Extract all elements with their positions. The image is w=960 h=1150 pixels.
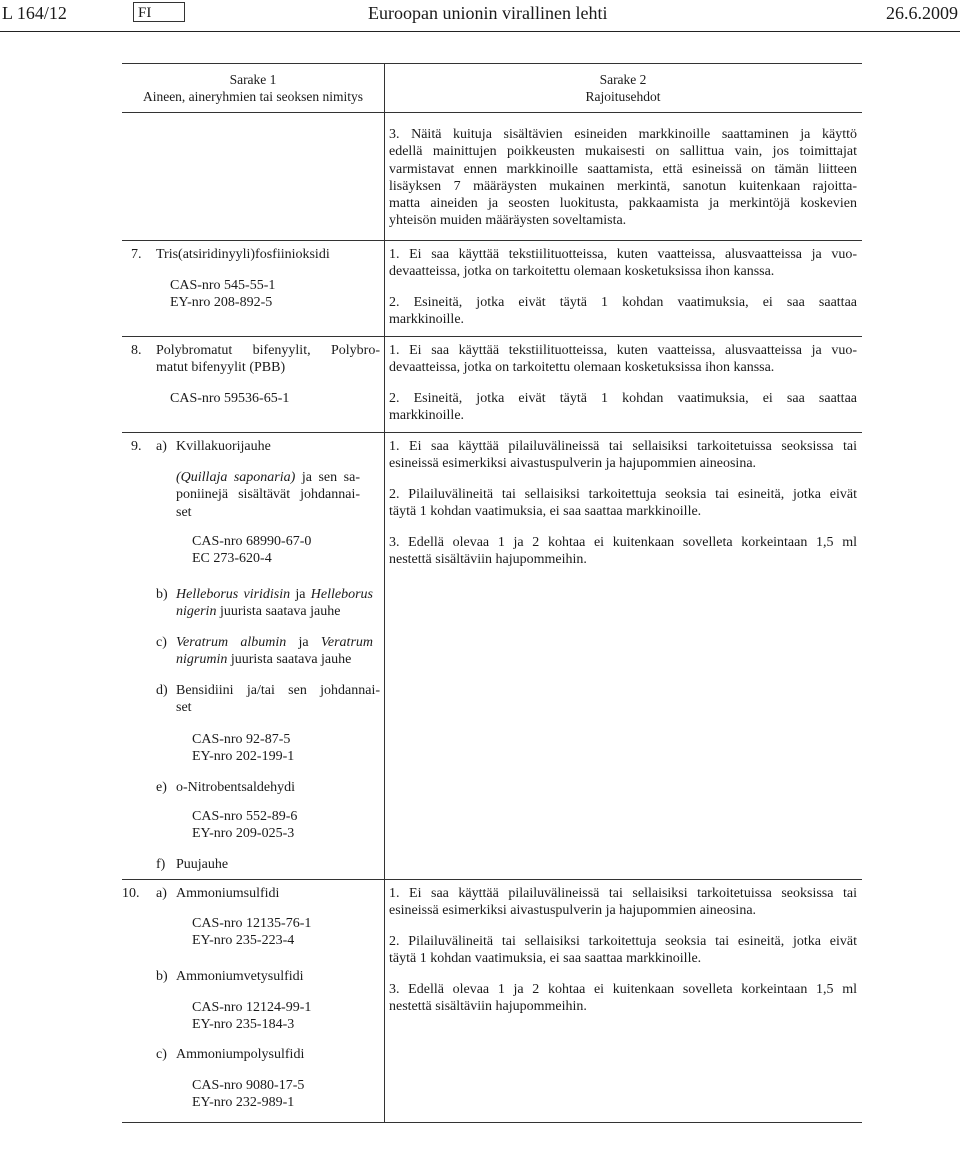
entry-8-restriction-1: [389, 342, 857, 377]
restriction-line: 2. Pilailuvälineitä tai sellaisiksi tarkoitettuja seoksia tai esineitä, jotka eivät: [389, 487, 857, 502]
entry-7-number: 7.: [131, 247, 142, 262]
column-2-title: Sarake 2: [599, 72, 647, 87]
name-line: set: [176, 700, 192, 716]
intro-line: matta aineiden ja seosten luokitusta, pakkaamista ja merkintöjä koskevien: [389, 196, 857, 212]
species-name: nigrumin: [176, 652, 228, 668]
column-1-subtitle: Aineen, aineryhmien tai seoksen nimitys: [142, 89, 364, 104]
restriction-line: nestettä sisältäviin hajupommeihin.: [389, 552, 587, 568]
page-reference: L 164/12: [2, 3, 67, 23]
restriction-line: täytä 1 kohdan vaatimuksia, ei saa saattaa markkinoille.: [389, 951, 702, 967]
restriction-line: devaatteissa, jotka on tarkoitettu olemaan kosketuksissa ihon kanssa.: [389, 360, 775, 376]
entry-9c-label: c): [156, 635, 167, 650]
entry-10b-name: Ammoniumvetysulfidi: [176, 969, 304, 984]
table-top-rule: [122, 63, 862, 64]
entry-9d-ey: EY-nro 202-199-1: [192, 749, 295, 764]
entry-9a-label: a): [156, 439, 167, 454]
entry-10a-cas: CAS-nro 12135-76-1: [192, 916, 312, 931]
header-rule: [0, 31, 960, 32]
entry-8-cas: CAS-nro 59536-65-1: [170, 391, 290, 406]
entry-10b-cas: CAS-nro 12124-99-1: [192, 1000, 312, 1015]
entry-9e-name: o-Nitrobentsaldehydi: [176, 780, 295, 795]
restriction-line: 1. Ei saa käyttää pilailuvälineissä tai sellaisiksi tarkoitetuissa seoksissa tai: [389, 439, 857, 454]
species-name: Helleborus viridisin: [176, 587, 291, 602]
name-text: juurista saatava jauhe: [216, 604, 341, 620]
entry-10-restriction-1: [389, 885, 857, 920]
column-2-subtitle: Rajoitusehdot: [585, 89, 661, 104]
entry-9e-label: e): [156, 780, 167, 795]
entry-9c-name: [176, 634, 373, 669]
name-line: [176, 651, 373, 668]
name-line: [176, 603, 373, 620]
name-text: ja: [286, 635, 321, 650]
entry-8-restriction-2: [389, 390, 857, 425]
entry-9a-name: Kvillakuorijauhe: [176, 439, 271, 454]
entry-7-cas: CAS-nro 545-55-1: [170, 278, 276, 293]
entry-9d-label: d): [156, 683, 168, 698]
column-divider: [384, 112, 385, 1122]
entry-9e-ey: EY-nro 209-025-3: [192, 826, 295, 841]
restriction-line: markkinoille.: [389, 312, 465, 328]
entry-10c-label: c): [156, 1047, 167, 1062]
entry-9-restriction-2: [389, 486, 857, 521]
column-2-heading: [384, 71, 862, 105]
entry-10b-label: b): [156, 969, 168, 984]
publication-date: 26.6.2009: [886, 3, 958, 23]
entry-7-restriction-1: [389, 246, 857, 281]
restriction-line: 1. Ei saa käyttää tekstiilituotteissa, kuten vaatteissa, alusvaatteissa ja vuo-: [389, 343, 857, 358]
restriction-line: 1. Ei saa käyttää pilailuvälineissä tai sellaisiksi tarkoitetuissa seoksissa tai: [389, 886, 857, 901]
entry-9a-cas: CAS-nro 68990-67-0: [192, 534, 312, 549]
name-text: juurista saatava jauhe: [227, 652, 352, 668]
species-name: Veratrum albumin: [176, 635, 287, 650]
page-header: [0, 0, 960, 30]
row-separator: [122, 879, 862, 880]
entry-10c-cas: CAS-nro 9080-17-5: [192, 1078, 305, 1093]
restriction-line: esineissä esimerkiksi aivastuspulverin ja hajupommien aineosina.: [389, 456, 757, 472]
desc-line: set: [176, 504, 192, 520]
entry-9d-cas: CAS-nro 92-87-5: [192, 732, 291, 747]
entry-9f-name: Puujauhe: [176, 857, 229, 872]
table-bottom-rule: [122, 1122, 862, 1123]
species-name: (Quillaja saponaria): [176, 470, 296, 485]
restriction-line: esineissä esimerkiksi aivastuspulverin ja hajupommien aineosina.: [389, 903, 757, 919]
desc-line: poniinejä sisältävät johdannai-: [176, 487, 360, 503]
entry-10a-label: a): [156, 886, 167, 901]
intro-line: edellä mainittujen poikkeusten mukaisesti on sallittua vain, jos toimittajat: [389, 144, 857, 160]
entry-8-name: [156, 342, 380, 377]
entry-10-number: 10.: [122, 886, 140, 901]
species-name: Helleborus: [310, 587, 373, 602]
restriction-line: 2. Esineitä, jotka eivät täytä 1 kohdan vaatimuksia, ei saa saattaa: [389, 391, 857, 406]
name-text: ja: [290, 587, 311, 602]
name-line: [176, 634, 373, 651]
row-separator: [122, 336, 862, 337]
entry-10c-name: Ammoniumpolysulfidi: [176, 1047, 305, 1062]
journal-title: Euroopan unionin virallinen lehti: [368, 3, 608, 23]
entry-9a-ec: EC 273-620-4: [192, 551, 272, 566]
entry-9a-description: [176, 469, 360, 521]
entry-9f-label: f): [156, 857, 166, 872]
entry-10a-ey: EY-nro 235-223-4: [192, 933, 295, 948]
species-name: Veratrum: [320, 635, 374, 650]
intro-line: lisäyksen 7 määräysten mukainen merkintä, sanotun kuitenkaan rajoitta-: [389, 178, 857, 194]
entry-10a-name: Ammoniumsulfidi: [176, 886, 280, 901]
entry-9b-label: b): [156, 587, 168, 602]
restriction-line: markkinoille.: [389, 408, 465, 424]
entry-9-restriction-1: [389, 438, 857, 473]
desc-text: ja sen sa-: [295, 470, 360, 485]
intro-line: 3. Näitä kuituja sisältävien esineiden markkinoille saattaminen ja käyttö: [389, 127, 857, 142]
restriction-line: 1. Ei saa käyttää tekstiilituotteissa, kuten vaatteissa, alusvaatteissa ja vuo-: [389, 247, 857, 262]
entry-10-restriction-2: [389, 933, 857, 968]
entry-9e-cas: CAS-nro 552-89-6: [192, 809, 298, 824]
intro-line: yhteisön muiden määräysten soveltamista.: [389, 213, 627, 229]
restriction-line: 2. Esineitä, jotka eivät täytä 1 kohdan vaatimuksia, ei saa saattaa: [389, 295, 857, 310]
restriction-line: nestettä sisältäviin hajupommeihin.: [389, 999, 587, 1015]
entry-10c-ey: EY-nro 232-989-1: [192, 1095, 295, 1110]
entry-9-restriction-3: [389, 534, 857, 569]
heading-divider: [384, 63, 385, 113]
entry-9-number: 9.: [131, 439, 142, 454]
restriction-line: täytä 1 kohdan vaatimuksia, ei saa saattaa markkinoille.: [389, 504, 702, 520]
language-badge: FI: [133, 2, 185, 22]
restriction-line: 3. Edellä olevaa 1 ja 2 kohtaa ei kuitenkaan sovelleta korkeintaan 1,5 ml: [389, 535, 857, 550]
restriction-line: 2. Pilailuvälineitä tai sellaisiksi tarkoitettuja seoksia tai esineitä, jotka eivät: [389, 934, 857, 949]
entry-9b-name: [176, 586, 373, 621]
entry-9d-name: [176, 682, 380, 717]
entry-8-number: 8.: [131, 343, 142, 358]
restriction-line: 3. Edellä olevaa 1 ja 2 kohtaa ei kuitenkaan sovelleta korkeintaan 1,5 ml: [389, 982, 857, 997]
heading-rule: [122, 112, 862, 113]
entry-10-restriction-3: [389, 981, 857, 1016]
name-line: Polybromatut bifenyylit, Polybro-: [156, 343, 380, 358]
column-1-title: Sarake 1: [229, 72, 277, 87]
entry-7-restriction-2: [389, 294, 857, 329]
intro-line: varmistavat ennen markkinoille saattamista, että esineissä on tämän liitteen: [389, 161, 857, 177]
species-name: nigerin: [176, 604, 217, 620]
name-line: matut bifenyylit (PBB): [156, 360, 286, 376]
entry-7-ey: EY-nro 208-892-5: [170, 295, 273, 310]
intro-paragraph: [389, 126, 857, 230]
entry-10b-ey: EY-nro 235-184-3: [192, 1017, 295, 1032]
entry-7-name: Tris(atsiridinyyli)fosfiinioksidi: [156, 247, 330, 262]
row-separator: [122, 432, 862, 433]
column-1-heading: [122, 71, 384, 105]
name-line: [176, 586, 373, 603]
restriction-line: devaatteissa, jotka on tarkoitettu olemaan kosketuksissa ihon kanssa.: [389, 264, 775, 280]
desc-line: [176, 469, 360, 486]
name-line: Bensidiini ja/tai sen johdannai-: [176, 683, 380, 698]
row-separator: [122, 240, 862, 241]
